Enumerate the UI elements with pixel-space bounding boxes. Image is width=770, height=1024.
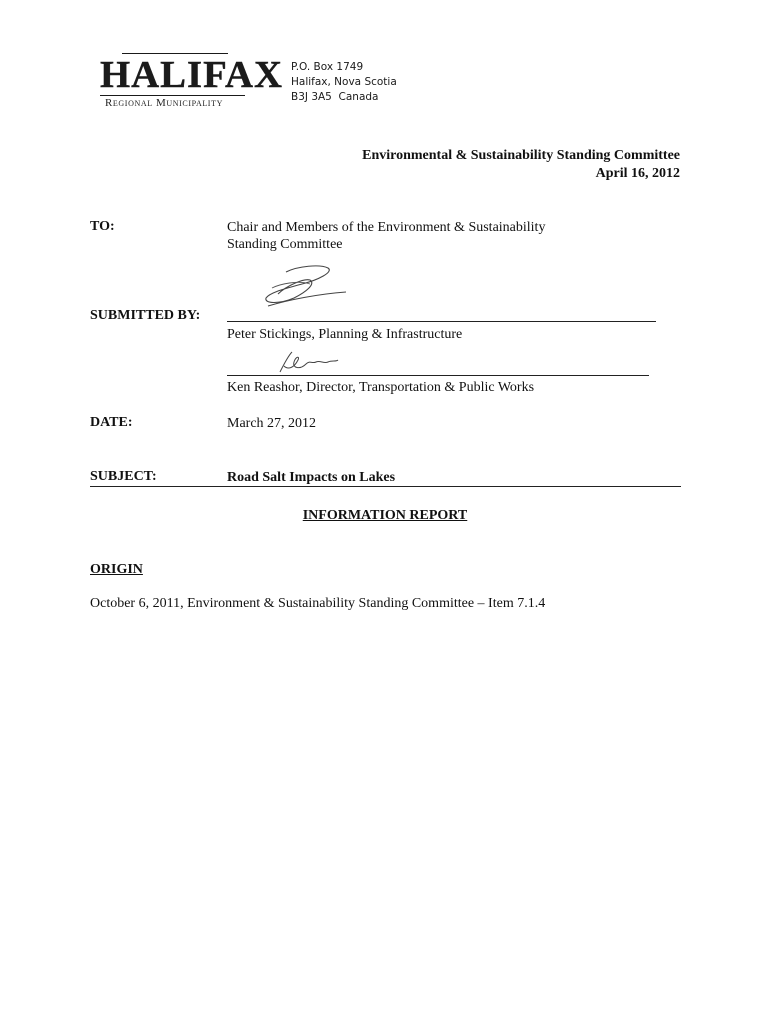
address-line: Halifax, Nova Scotia bbox=[291, 76, 397, 88]
to-label: TO: bbox=[90, 219, 115, 234]
to-recipients bbox=[227, 219, 545, 253]
subject-label: SUBJECT: bbox=[90, 469, 157, 484]
report-type-heading: INFORMATION REPORT bbox=[302, 508, 468, 523]
committee-name: Environmental & Sustainability Standing Committee bbox=[362, 148, 680, 163]
meeting-header bbox=[362, 147, 680, 183]
date-label: DATE: bbox=[90, 415, 133, 430]
meeting-date: April 16, 2012 bbox=[595, 166, 680, 181]
signature-line bbox=[227, 321, 656, 322]
signatory-2: Ken Reashor, Director, Transportation & Public Works bbox=[227, 380, 535, 395]
signature-line bbox=[227, 375, 649, 376]
signature-image bbox=[274, 350, 344, 376]
submitted-by-label: SUBMITTED BY: bbox=[90, 308, 201, 323]
subject-value: Road Salt Impacts on Lakes bbox=[227, 470, 396, 485]
subject-rule bbox=[90, 486, 681, 487]
signatory-1: Peter Stickings, Planning & Infrastructure bbox=[227, 327, 463, 342]
recipient-line: Standing Committee bbox=[227, 237, 343, 252]
origin-text: October 6, 2011, Environment & Sustainability Standing Committee – Item 7.1.4 bbox=[90, 596, 546, 611]
address-line: B3J 3A5 Canada bbox=[291, 91, 379, 103]
halifax-logo bbox=[100, 50, 284, 112]
logo-subtitle: Regional Municipality bbox=[105, 97, 223, 109]
signature-image bbox=[258, 262, 353, 310]
mailing-address bbox=[291, 60, 397, 105]
address-line: P.O. Box 1749 bbox=[291, 61, 364, 73]
logo-wordmark: HALIFAX bbox=[100, 54, 284, 96]
origin-heading: ORIGIN bbox=[90, 562, 143, 577]
logo-bottom-rule bbox=[100, 95, 245, 96]
recipient-line: Chair and Members of the Environment & Sustainability bbox=[227, 220, 546, 235]
report-date: March 27, 2012 bbox=[227, 416, 317, 431]
